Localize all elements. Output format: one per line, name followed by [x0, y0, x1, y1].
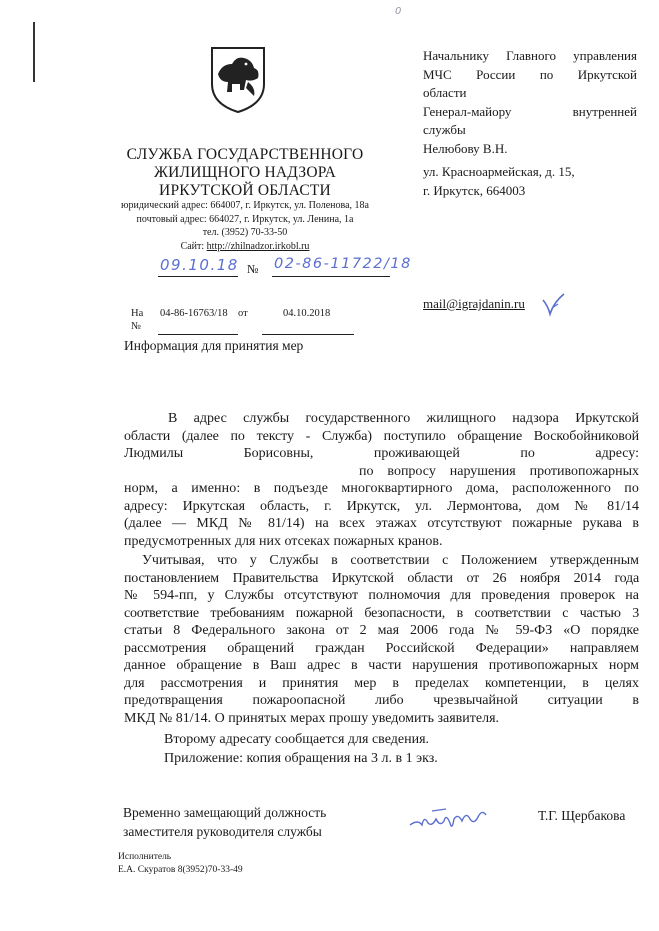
handwritten-note: 0	[395, 6, 403, 17]
recipient-line	[423, 66, 637, 85]
recipient-word: Иркутской	[577, 66, 637, 82]
executor-name: Е.А. Скуратов 8(3952)70-33-49	[118, 864, 243, 875]
recipient-block	[423, 47, 637, 158]
recipient-email[interactable]: mail@igrajdanin.ru	[423, 296, 525, 311]
body-paragraph-4	[124, 750, 639, 768]
scan-edge-mark	[33, 22, 35, 82]
agency-name-line: ЖИЛИЩНОГО НАДЗОРА	[154, 164, 336, 181]
recipient-word: по	[539, 66, 554, 82]
body-line: (далее — МКД № 81/14) на всех этажах отсутствуют пожарные рукава в	[124, 516, 639, 531]
body-line: № 594-пп, у Службы отсутствуют полномочия для проведения проверок на	[124, 588, 639, 603]
body-line: предотвращения пожароопасной либо чрезвычайной ситуации в	[124, 693, 639, 708]
body-line: Людмилы Борисовны, проживающей по адресу:	[124, 446, 639, 461]
recipient-word: внутренней	[572, 103, 637, 119]
recipient-word: Главного	[506, 48, 557, 63]
signatory-position	[123, 803, 326, 841]
signatory-name: Т.Г. Щербакова	[538, 808, 626, 823]
body-line: Приложение: копия обращения на 3 л. в 1 экз.	[164, 751, 438, 766]
body-paragraph-2	[124, 552, 639, 727]
recipient-word: управления	[573, 48, 637, 63]
recipient-line	[423, 84, 637, 103]
recipient-line	[423, 103, 637, 122]
site-label: Сайт:	[180, 240, 205, 252]
recipient-line	[423, 47, 637, 66]
body-line: постановлением Правительства Иркутской области от 26 ноября 2014 года	[124, 570, 639, 586]
legal-address: юридический адрес: 664007, г. Иркутск, ул. Поленова, 18а	[121, 200, 369, 211]
reference-number: 04-86-16763/18	[160, 308, 228, 319]
site-link[interactable]: http://zhilnadzor.irkobl.ru	[206, 240, 310, 252]
registration-number-sign: №	[247, 262, 259, 276]
registration-number: 02-86-11722/18	[274, 256, 412, 272]
body-line: Второму адресату сообщается для сведения.	[164, 732, 430, 747]
agency-name-line: ИРКУТСКОЙ ОБЛАСТИ	[159, 182, 331, 199]
body-line: адресу: Иркутская область, г. Иркутск, ул. Лермонтова, дом № 81/14	[124, 498, 639, 514]
registration-date: 09.10.18	[160, 256, 239, 274]
signatory-position-line: заместителя руководителя службы	[123, 824, 322, 839]
body-paragraph-1	[124, 410, 639, 550]
agency-phone: тел. (3952) 70-33-50	[202, 227, 288, 238]
body-line: рассмотрения обращений граждан Российской Федерации» направляем	[124, 640, 639, 656]
recipient-word: Начальнику	[423, 48, 490, 63]
body-line: В адрес службы государственного жилищного надзора Иркутской	[168, 411, 639, 426]
body-line: соответствие требованиям пожарной безопасности, в соответствии с частью 3	[124, 605, 639, 621]
coat-of-arms-emblem	[208, 44, 268, 114]
recipient-address	[423, 163, 575, 200]
body-line: области (далее по тексту - Служба) поступило обращение Воскобойниковой	[124, 428, 639, 444]
reference-date-underline	[262, 334, 354, 335]
recipient-word: России	[476, 66, 516, 82]
reference-number-underline	[158, 334, 238, 335]
agency-site	[120, 240, 370, 254]
body-line: предусмотренных для них отсеках пожарных кранов.	[124, 533, 443, 549]
agency-contacts	[120, 199, 370, 253]
body-line: данное обращение в Ваш адрес в части нарушения противопожарных норм	[124, 658, 639, 673]
body-line: норм, а именно: в подъезде многоквартирного дома, расположенного по	[124, 481, 639, 496]
reference-label-na: На	[131, 308, 144, 319]
recipient-word: МЧС	[423, 66, 452, 82]
body-line: по вопросу нарушения противопожарных	[359, 463, 639, 479]
postal-address: почтовый адрес: 664027, г. Иркутск, ул. Ленина, 1а	[136, 213, 354, 225]
recipient-line	[423, 140, 637, 159]
check-mark-icon	[540, 292, 566, 318]
body-line: МКД № 81/14. О принятых мерах прошу уведомить заявителя.	[124, 710, 500, 726]
signatory-position-line: Временно замещающий должность	[123, 805, 327, 820]
recipient-word: Нелюбову В.Н.	[423, 140, 508, 156]
reference-date: 04.10.2018	[283, 308, 331, 319]
body-line: Учитывая, что у Службы в соответствии с Положением утвержденным	[142, 553, 639, 568]
registration-date-underline	[158, 276, 238, 277]
body-paragraph-3	[124, 731, 639, 749]
registration-number-underline	[272, 276, 390, 277]
executor-block	[118, 851, 243, 876]
handwritten-signature	[406, 805, 496, 835]
recipient-word: области	[423, 85, 467, 100]
recipient-word: службы	[423, 122, 466, 137]
recipient-word: Генерал-майору	[423, 103, 512, 119]
body-line: статьи 8 Федерального закона от 2 мая 2006 года № 59-ФЗ «О порядке	[124, 623, 639, 638]
agency-name	[120, 146, 370, 200]
recipient-address-line: ул. Красноармейская, д. 15,	[423, 164, 575, 179]
letter-subject: Информация для принятия мер	[124, 338, 304, 353]
agency-name-line: СЛУЖБА ГОСУДАРСТВЕННОГО	[126, 146, 364, 163]
recipient-address-line: г. Иркутск, 664003	[423, 182, 526, 198]
reference-label-no: №	[131, 321, 142, 332]
executor-label: Исполнитель	[118, 852, 172, 862]
body-line: для рассмотрения и принятия мер в пределах компетенции, в целях	[124, 675, 639, 691]
recipient-line	[423, 121, 637, 140]
reference-label-ot: от	[238, 308, 248, 319]
